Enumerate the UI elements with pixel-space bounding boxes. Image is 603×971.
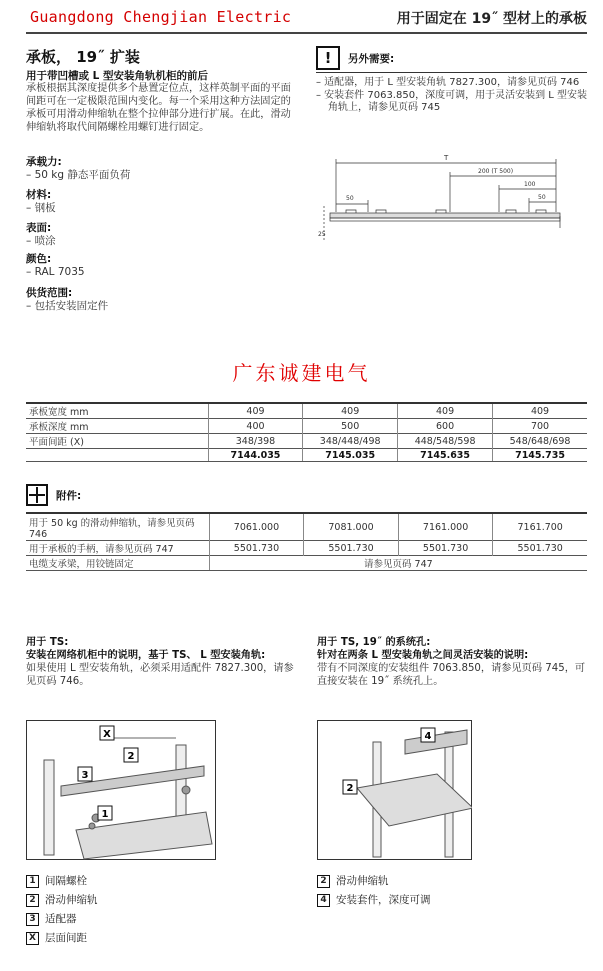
table-cell: 7081.000 bbox=[304, 513, 399, 541]
right-body: 带有不同深度的安装组件 7063.850，请参见页码 745，可直接安装在 19˝ 系统孔上。 bbox=[317, 663, 586, 687]
legend-text: 间隔螺栓 bbox=[45, 875, 87, 887]
legend-text: 安装套件，深度可调 bbox=[336, 894, 431, 906]
table-cell: 7061.000 bbox=[209, 513, 304, 541]
legend-text: 层面间距 bbox=[45, 932, 87, 944]
note-item: – 安装套件 7063.850，深度可调，用于灵活安装到 L 型安装角轨上，请参见页码 745 bbox=[316, 89, 588, 113]
legend-num: X bbox=[26, 932, 39, 945]
company-stamp: 广东诚建电气 bbox=[232, 361, 371, 385]
dim-label-t: T bbox=[444, 154, 449, 162]
spec-value: – 钢板 bbox=[26, 202, 56, 214]
accessories-table bbox=[26, 512, 587, 571]
callout-label: 4 bbox=[424, 731, 432, 742]
callout-label: X bbox=[103, 729, 111, 740]
table-row bbox=[26, 419, 587, 434]
table-cell: 448/548/598 bbox=[398, 434, 493, 449]
table-cell: 409 bbox=[303, 403, 398, 419]
legend-num: 1 bbox=[26, 875, 39, 888]
spec-value: – 包括安装固定件 bbox=[26, 300, 109, 312]
spec-label: 颜色: bbox=[26, 253, 52, 265]
spec-value: – 喷涂 bbox=[26, 235, 56, 247]
spec-value: – 50 kg 静态平面负荷 bbox=[26, 169, 131, 181]
legend-num: 4 bbox=[317, 894, 330, 907]
dim-label-200: 200 (T 500) bbox=[478, 168, 514, 175]
legend-item bbox=[26, 910, 98, 929]
spec-label: 承载力: bbox=[26, 156, 62, 168]
row-label: 承板宽度 mm bbox=[26, 403, 208, 419]
left-body: 如果使用 L 型安装角轨，必须采用适配件 7827.300，请参见页码 746。 bbox=[26, 663, 294, 687]
spec-table bbox=[26, 402, 587, 462]
dimension-drawing bbox=[316, 150, 587, 250]
left-install-illustration bbox=[26, 720, 216, 860]
accessories-heading bbox=[26, 484, 81, 506]
legend-text: 滑动伸缩轨 bbox=[45, 894, 98, 906]
dim-label-50-right: 50 bbox=[538, 194, 546, 201]
callout-label: 2 bbox=[346, 783, 354, 794]
legend-item bbox=[26, 872, 98, 891]
row-label: 电缆支承梁，用铰链固定 bbox=[26, 556, 209, 571]
legend-item bbox=[317, 872, 431, 891]
table-cell-span: 请参见页码 747 bbox=[209, 556, 587, 571]
table-cell: 348/448/498 bbox=[303, 434, 398, 449]
spec-label: 供货范围: bbox=[26, 287, 73, 299]
accessories-title: 附件: bbox=[56, 489, 82, 502]
table-row bbox=[26, 434, 587, 449]
legend-item bbox=[26, 891, 98, 910]
left-heading: 用于 TS: bbox=[26, 637, 69, 648]
right-install-text bbox=[317, 636, 592, 688]
legend-left bbox=[26, 872, 98, 948]
legend-num: 2 bbox=[26, 894, 39, 907]
part-number: 7145.035 bbox=[303, 449, 398, 462]
right-install-illustration bbox=[317, 720, 472, 860]
tray-profile bbox=[330, 213, 560, 218]
table-cell: 7161.000 bbox=[398, 513, 493, 541]
legend-text: 适配器 bbox=[45, 913, 77, 925]
product-title: 承板， 19˝ 扩装 bbox=[26, 48, 140, 66]
row-label: 用于承板的手柄，请参见页码 747 bbox=[26, 541, 209, 556]
table-row-part-number bbox=[26, 449, 587, 462]
table-cell: 409 bbox=[398, 403, 493, 419]
spec-color bbox=[26, 253, 286, 279]
table-row bbox=[26, 556, 587, 571]
note-item: – 适配器，用于 L 型安装角轨 7827.300，请参见页码 746 bbox=[316, 77, 580, 88]
dim-label-50-left: 50 bbox=[346, 195, 354, 202]
dim-label-100: 100 bbox=[524, 181, 536, 188]
spec-label: 表面: bbox=[26, 222, 52, 234]
legend-text: 滑动伸缩轨 bbox=[336, 875, 389, 887]
legend-num: 3 bbox=[26, 913, 39, 926]
page-title: 用于固定在 19˝ 型材上的承板 bbox=[396, 11, 587, 27]
table-cell: 400 bbox=[208, 419, 303, 434]
table-cell: 348/398 bbox=[208, 434, 303, 449]
table-cell: 409 bbox=[208, 403, 303, 419]
row-label: 用于 50 kg 的滑动伸缩轨，请参见页码 746 bbox=[26, 513, 209, 541]
rack-rail-left bbox=[44, 760, 54, 855]
legend-item bbox=[317, 891, 431, 910]
part-number: 7144.035 bbox=[208, 449, 303, 462]
callout-label: 3 bbox=[81, 770, 89, 781]
left-install-text bbox=[26, 636, 301, 688]
product-subtitle: 用于带凹槽或 L 型安装角轨机柜的前后 bbox=[26, 70, 209, 82]
row-label: 承板深度 mm bbox=[26, 419, 208, 434]
table-cell: 5501.730 bbox=[398, 541, 493, 556]
table-cell: 7161.700 bbox=[493, 513, 587, 541]
table-cell: 5501.730 bbox=[209, 541, 304, 556]
spec-value: – RAL 7035 bbox=[26, 266, 85, 278]
table-cell: 548/648/698 bbox=[493, 434, 587, 449]
table-cell: 5501.730 bbox=[493, 541, 587, 556]
row-label bbox=[26, 449, 208, 462]
legend-num: 2 bbox=[317, 875, 330, 888]
spec-surface bbox=[26, 222, 286, 248]
header-divider bbox=[26, 32, 587, 34]
spec-material bbox=[26, 189, 286, 215]
legend-item bbox=[26, 929, 98, 948]
row-label: 平面间距 (X) bbox=[26, 434, 208, 449]
part-number: 7145.735 bbox=[493, 449, 587, 462]
product-description: 承板根据其深度提供多个悬置定位点，这样英制平面的平面间距可在一定极限范围内变化。每一个采用这种方法固定的承板可用滑动伸缩轨在整个拉伸部分进行扩展。在此，滑动伸缩轨将取代间隔螺栓用螺钉进行固定。 bbox=[26, 83, 291, 133]
table-row bbox=[26, 403, 587, 419]
table-row bbox=[26, 513, 587, 541]
required-notes bbox=[316, 46, 587, 115]
notes-title: 另外需要: bbox=[348, 52, 395, 65]
part-number: 7145.635 bbox=[398, 449, 493, 462]
table-cell: 700 bbox=[493, 419, 587, 434]
spec-load bbox=[26, 156, 286, 182]
right-subheading: 针对在两条 L 型安装角轨之间灵活安装的说明: bbox=[317, 650, 529, 661]
table-cell: 5501.730 bbox=[304, 541, 399, 556]
spec-label: 材料: bbox=[26, 189, 52, 201]
spec-scope bbox=[26, 287, 286, 313]
table-cell: 500 bbox=[303, 419, 398, 434]
left-subheading: 安装在网络机柜中的说明，基于 TS、 L 型安装角轨: bbox=[26, 650, 266, 661]
table-cell: 409 bbox=[493, 403, 587, 419]
table-cell: 600 bbox=[398, 419, 493, 434]
dim-label-25: 25 bbox=[318, 231, 326, 238]
callout-label: 1 bbox=[101, 809, 109, 820]
legend-right bbox=[317, 872, 431, 910]
warning-icon: ! bbox=[316, 46, 340, 70]
brand-name: Guangdong Chengjian Electric bbox=[30, 8, 292, 26]
plus-icon bbox=[26, 484, 48, 506]
callout-label: 2 bbox=[127, 751, 135, 762]
table-row bbox=[26, 541, 587, 556]
right-heading: 用于 TS, 19˝ 的系统孔: bbox=[317, 637, 431, 648]
